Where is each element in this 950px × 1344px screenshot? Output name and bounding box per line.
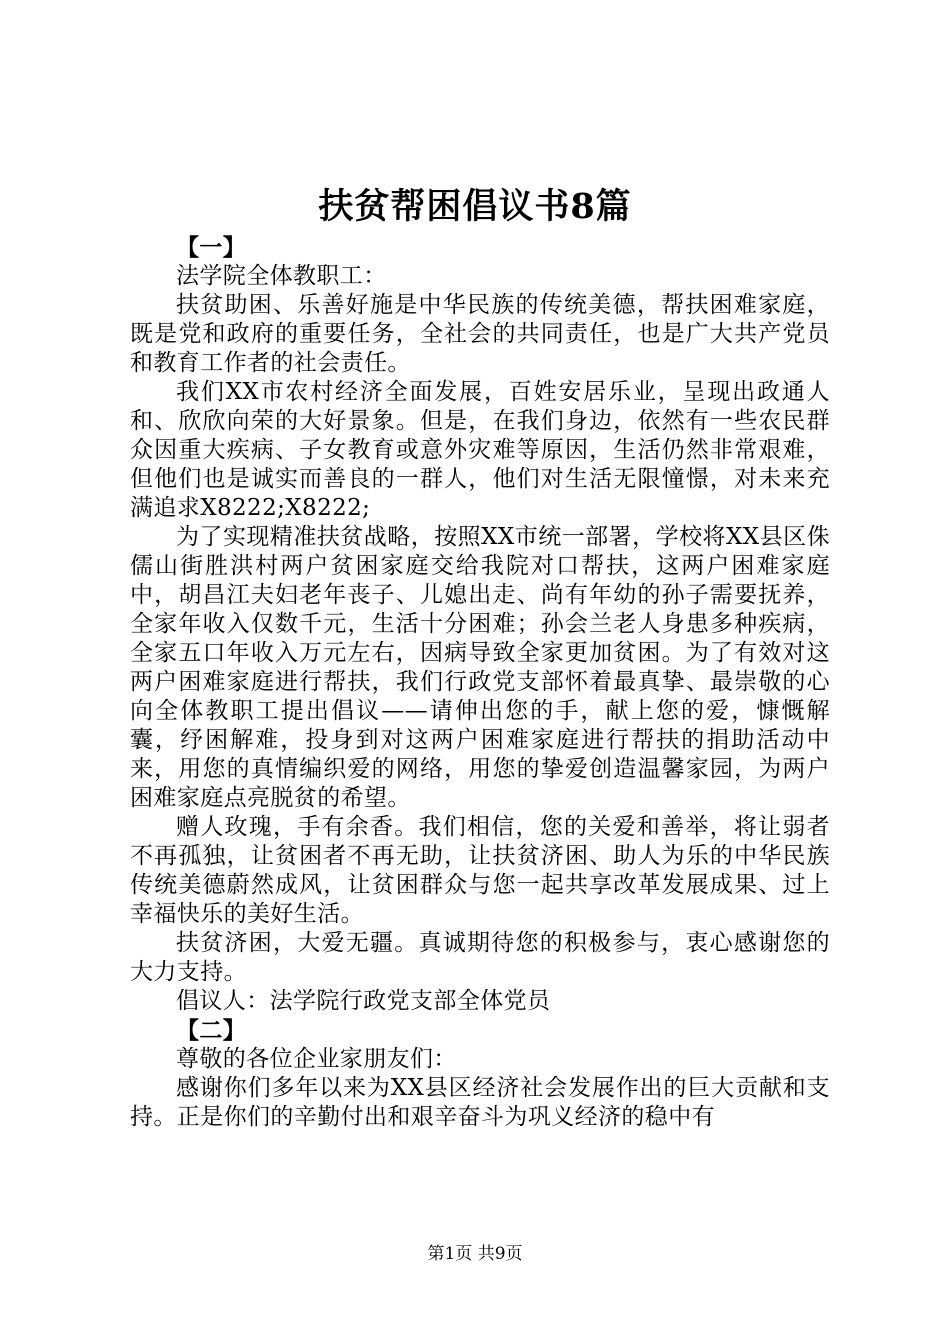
section-heading-2: 【二】 bbox=[176, 1017, 247, 1044]
paragraph: 我们XX市农村经济全面发展，百姓安居乐业，呈现出政通人和、欣欣向荣的大好景象。但是，在我们身边，依然有一些农民群众因重大疾病、子女教育或意外灾难等原因，生活仍然非常艰难，但他们也是诚实而善良的一群人，他们对生活无限憧憬，对未来充满追求X8222;X8222; bbox=[130, 379, 830, 521]
signature-line: 倡议人：法学院行政党支部全体党员 bbox=[176, 988, 551, 1014]
paragraph: 扶贫济困，大爱无疆。真诚期待您的积极参与，衷心感谢您的大力支持。 bbox=[130, 930, 830, 985]
paragraph: 为了实现精准扶贫战略，按照XX市统一部署，学校将XX县区侏儒山街胜洪村两户贫困家庭交给我院对口帮扶，这两户困难家庭中，胡昌江夫妇老年丧子、儿媳出走、尚有年幼的孙子需要抚养，全家年收入仅数千元，生活十分困难；孙会兰老人身患多种疾病，全家五口年收入万元左右，因病导致全家更加贫困。为了有效对这两户困难家庭进行帮扶，我们行政党支部怀着最真挚、最崇敬的心向全体教职工提出倡议——请伸出您的手，献上您的爱，慷慨解囊，纾困解难，投身到对这两户困难家庭进行帮扶的捐助活动中来，用您的真情编织爱的网络，用您的挚爱创造温馨家园，为两户困难家庭点亮脱贫的希望。 bbox=[130, 524, 830, 811]
salutation-1: 法学院全体教职工： bbox=[176, 263, 387, 289]
page-number: 第1页 共9页 bbox=[427, 1244, 523, 1264]
paragraph: 扶贫助困、乐善好施是中华民族的传统美德，帮扶困难家庭，既是党和政府的重要任务，全社会的共同责任，也是广大共产党员和教育工作者的社会责任。 bbox=[130, 292, 830, 376]
document-body bbox=[130, 233, 830, 1132]
paragraph: 感谢你们多年以来为XX县区经济社会发展作出的巨大贡献和支持。正是你们的辛勤付出和艰辛奋斗为巩义经济的稳中有 bbox=[130, 1075, 830, 1130]
salutation-2: 尊敬的各位企业家朋友们： bbox=[176, 1046, 457, 1072]
paragraph: 赠人玫瑰，手有余香。我们相信，您的关爱和善举，将让弱者不再孤独，让贫困者不再无助，让扶贫济困、助人为乐的中华民族传统美德蔚然成风，让贫困群众与您一起共享改革发展成果、过上幸福快乐的美好生活。 bbox=[130, 814, 830, 927]
section-heading-1: 【一】 bbox=[176, 234, 247, 261]
document-title: 扶贫帮困倡议书8篇 bbox=[318, 186, 632, 227]
